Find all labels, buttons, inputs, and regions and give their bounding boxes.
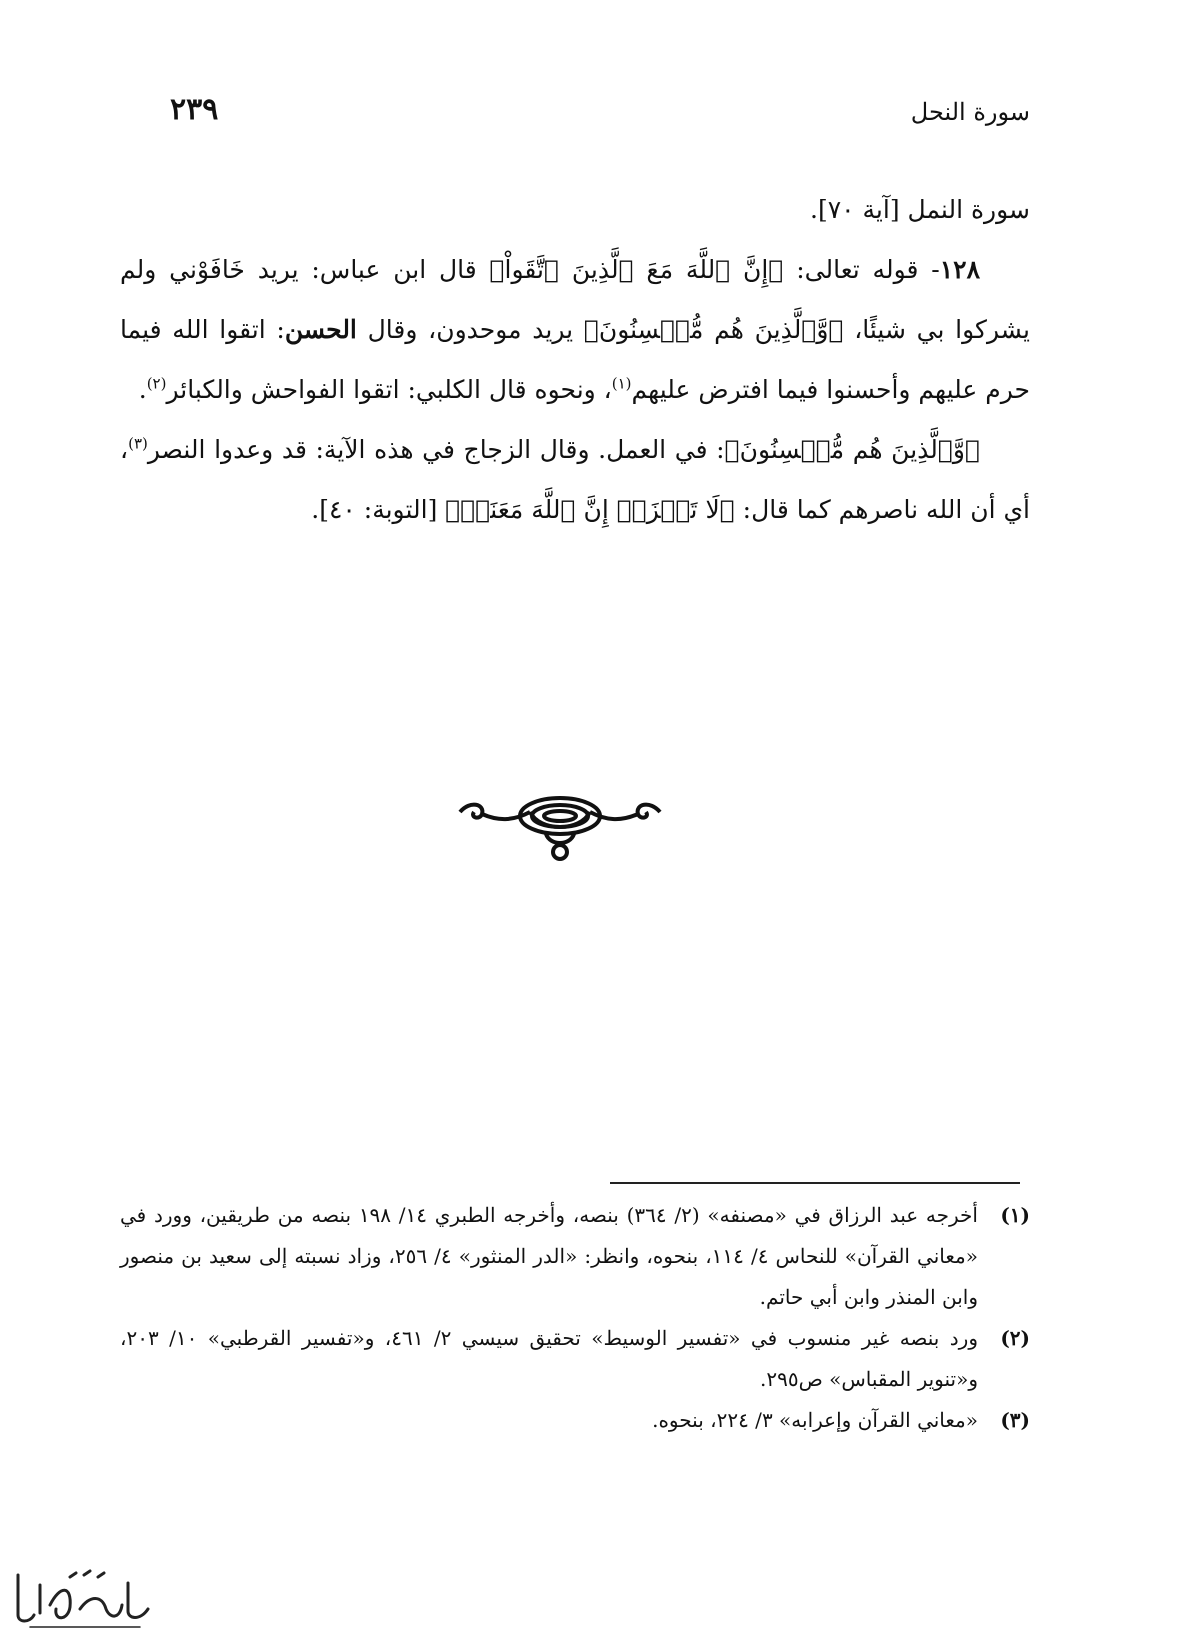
- footnote-ref-1[interactable]: (١): [611, 374, 632, 393]
- page-header: [170, 92, 1030, 142]
- running-head: سورة النحل: [910, 98, 1030, 126]
- text-run: قال ابن عباس: يريد خَافَوْني ولم يشركوا بي شيئًا،: [120, 255, 1030, 344]
- text-run: يريد موحدون، وقال: [356, 315, 584, 344]
- text-run: : في العمل. وقال الزجاج في هذه الآية: قد وعدوا النصر: [147, 435, 725, 464]
- quran-quote: ﴿لَا تَحۡزَنۡ إِنَّ ٱللَّهَ مَعَنَاۖ﴾: [445, 495, 735, 524]
- footnote-number: (٣): [1000, 1408, 1030, 1432]
- footnote-ref-2[interactable]: (٢): [146, 374, 167, 393]
- text-run: [التوبة: ٤٠].: [311, 495, 446, 524]
- text-run: ، ونحوه قال الكلبي: اتقوا الفواحش والكبائر: [166, 375, 612, 404]
- footnote-number: (٢): [1000, 1326, 1030, 1350]
- ornament-divider-icon: [450, 790, 670, 865]
- footnote-text: أخرجه عبد الرزاق في «مصنفه» (٢/ ٣٦٤) بنصه، وأخرجه الطبري ١٤/ ١٩٨ بنصه من طريقين، وورد في «معاني القرآن» للنحاس ٤/ ١١٤، بنحوه، وانظر: «الدر المنثور» ٤/ ٢٥٦، وزاد نسبته إلى سعيد بن منصور وابن المنذر وابن أبي حاتم.: [120, 1203, 978, 1309]
- text-run: - قوله تعالى:: [783, 255, 940, 284]
- quran-quote: ﴿وَّٱلَّذِينَ هُم مُّحۡسِنُونَ﴾: [583, 315, 844, 344]
- quran-quote: ﴿وَّٱلَّذِينَ هُم مُّحۡسِنُونَ﴾: [724, 435, 980, 464]
- footnote-3: [120, 1400, 1030, 1441]
- text-line-surah-ref: سورة النمل [آية ٧٠].: [810, 195, 1030, 224]
- footnote-number: (١): [1000, 1203, 1030, 1227]
- footnote-2: [120, 1318, 1030, 1400]
- paragraph-2: [120, 420, 1030, 540]
- entry-number: ١٢٨: [939, 255, 981, 284]
- library-stamp-logo: [10, 1565, 160, 1635]
- footnote-ref-3[interactable]: (٣): [128, 434, 148, 453]
- page-number: ٢٣٩: [170, 92, 219, 127]
- footnotes: [120, 1195, 1030, 1441]
- text-run: : اتقوا الله فيما حرم عليهم وأحسنوا فيما افترض عليهم: [120, 315, 1030, 404]
- footnote-1: [120, 1195, 1030, 1318]
- text-run: ، أي أن الله ناصرهم كما قال:: [120, 435, 1030, 524]
- footnote-rule: [610, 1182, 1020, 1184]
- main-text: [120, 180, 1030, 540]
- paragraph-128: [120, 240, 1030, 420]
- name-hasan: الحسن: [284, 315, 357, 344]
- footnote-text: «معاني القرآن وإعرابه» ٣/ ٢٢٤، بنحوه.: [652, 1408, 978, 1432]
- footnote-text: ورد بنصه غير منسوب في «تفسير الوسيط» تحقيق سيسي ٢/ ٤٦١، و«تفسير القرطبي» ١٠/ ٢٠٣، و«تنوير المقباس» ص٢٩٥.: [120, 1326, 979, 1391]
- quran-quote: ﴿إِنَّ ٱللَّهَ مَعَ ٱلَّذِينَ ٱتَّقَواْ﴾: [489, 255, 784, 284]
- text-run: .: [138, 375, 147, 404]
